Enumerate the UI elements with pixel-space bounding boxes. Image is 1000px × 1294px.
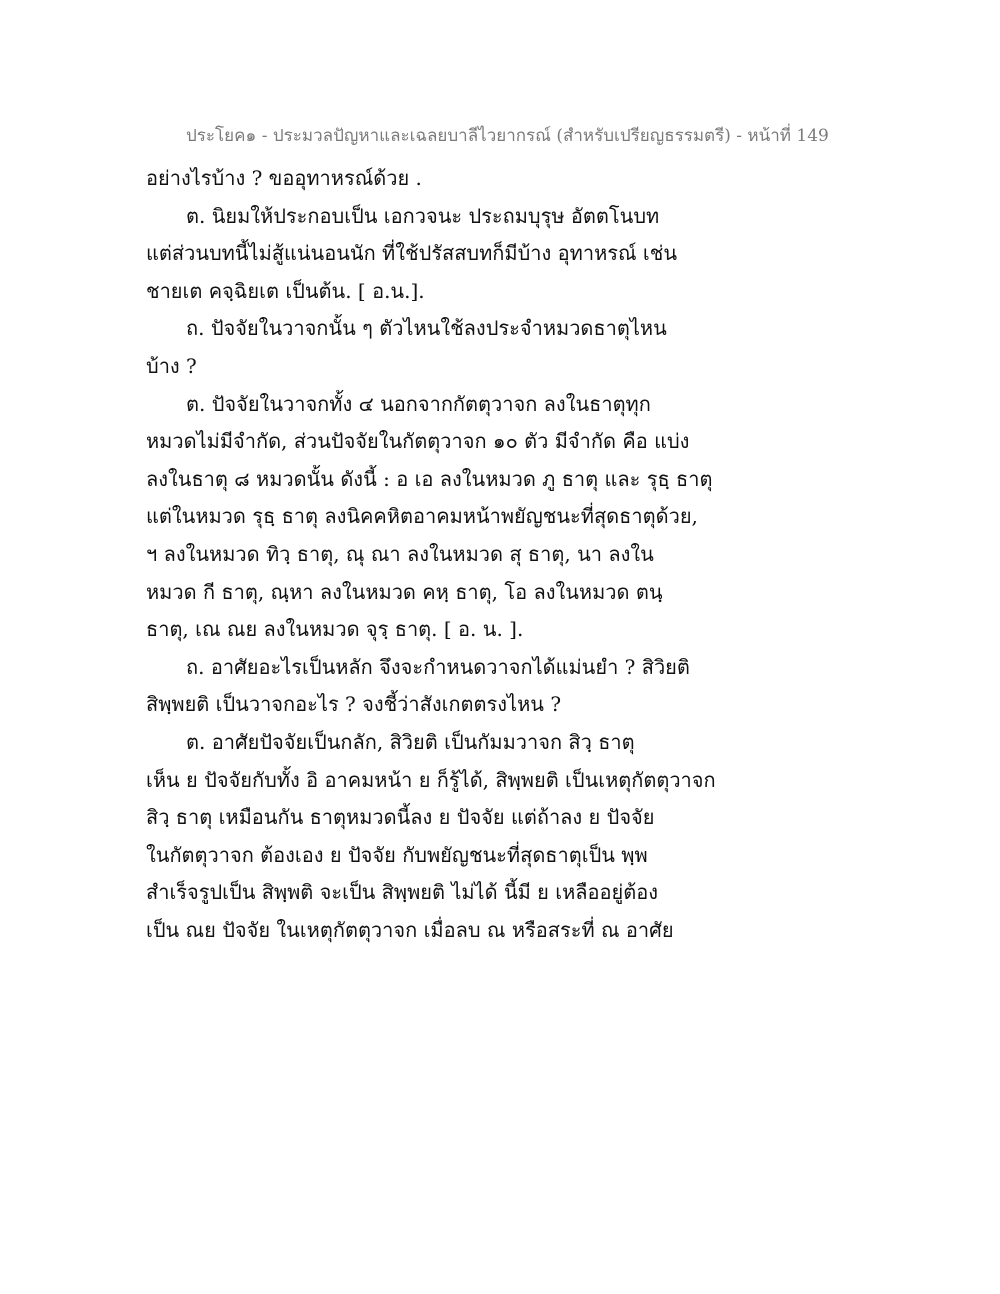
text-line: เห็น ย ปัจจัยกับทั้ง อิ อาคมหน้า ย ก็รู้ได้, สิพฺพยติ เป็นเหตุกัตตุวาจก (146, 767, 716, 792)
text-line: แต่ส่วนบทนี้ไม่สู้แน่นอนนัก ที่ใช้ปรัสสบทก็มีบ้าง อุทาหรณ์ เช่น (146, 241, 677, 266)
text-line: ต. ปัจจัยในวาจกทั้ง ๔ นอกจากกัตตุวาจก ลงในธาตุทุก (186, 391, 651, 416)
text-line: ฯ ลงในหมวด ทิวฺ ธาตุ, ณุ ณา ลงในหมวด สุ ธาตุ, นา ลงใน (146, 541, 654, 566)
text-line: แต่ในหมวด รุธฺ ธาตุ ลงนิคคหิตอาคมหน้าพยัญชนะที่สุดธาตุด้วย, (146, 504, 698, 529)
text-line: อย่างไรบ้าง ? ขออุทาหรณ์ด้วย . (146, 166, 422, 190)
text-line: ธาตุ, เณ ณย ลงในหมวด จุรฺ ธาตุ. [ อ. น. ]. (146, 617, 524, 642)
text-line: ต. นิยมให้ประกอบเป็น เอกวจนะ ประถมบุรุษ อัตตโนบท (186, 203, 660, 228)
text-line: หมวดไม่มีจำกัด, ส่วนปัจจัยในกัตตุวาจก ๑๐ ตัว มีจำกัด คือ แบ่ง (146, 429, 690, 454)
text-line: บ้าง ? (146, 353, 197, 378)
text-line: ลงในธาตุ ๘ หมวดนั้น ดังนี้ : อ เอ ลงในหมวด ภู ธาตุ และ รุธฺ ธาตุ (146, 466, 713, 491)
text-line: สิวฺ ธาตุ เหมือนกัน ธาตุหมวดนี้ลง ย ปัจจัย แต่ถ้าลง ย ปัจจัย (146, 805, 655, 830)
body-text (146, 160, 846, 949)
text-line: ถ. ปัจจัยในวาจกนั้น ๆ ตัวไหนใช้ลงประจำหมวดธาตุไหน (186, 316, 667, 341)
text-line: สำเร็จรูปเป็น สิพฺพติ จะเป็น สิพฺพยติ ไม่ได้ นี้มี ย เหลืออยู่ต้อง (146, 880, 659, 905)
text-line: ถ. อาศัยอะไรเป็นหลัก จึงจะกำหนดวาจกได้แม่นยำ ? สิวิยติ (186, 654, 690, 679)
text-line: หมวด กี ธาตุ, ณฺหา ลงในหมวด คหฺ ธาตุ, โอ ลงในหมวด ตนฺ (146, 579, 663, 604)
text-line: เป็น ณย ปัจจัย ในเหตุกัตตุวาจก เมื่อลบ ณ หรือสระที่ ณ อาศัย (146, 917, 674, 942)
text-line: ชายเต คจฺฉิยเต เป็นต้น. [ อ.น.]. (146, 278, 425, 303)
text-line: สิพฺพยติ เป็นวาจกอะไร ? จงชี้ว่าสังเกตตรงไหน ? (146, 692, 562, 717)
text-line: ต. อาศัยปัจจัยเป็นกลัก, สิวิยติ เป็นกัมมวาจก สิวฺ ธาตุ (186, 729, 635, 754)
text-line: ในกัตตุวาจก ต้องเอง ย ปัจจัย กับพยัญชนะที่สุดธาตุเป็น พฺพ (146, 842, 648, 867)
page-header: ประโยค๑ - ประมวลปัญหาและเฉลยบาลีไวยากรณ์ (สำหรับเปรียญธรรมตรี) - หน้าที่ 149 (186, 126, 829, 146)
